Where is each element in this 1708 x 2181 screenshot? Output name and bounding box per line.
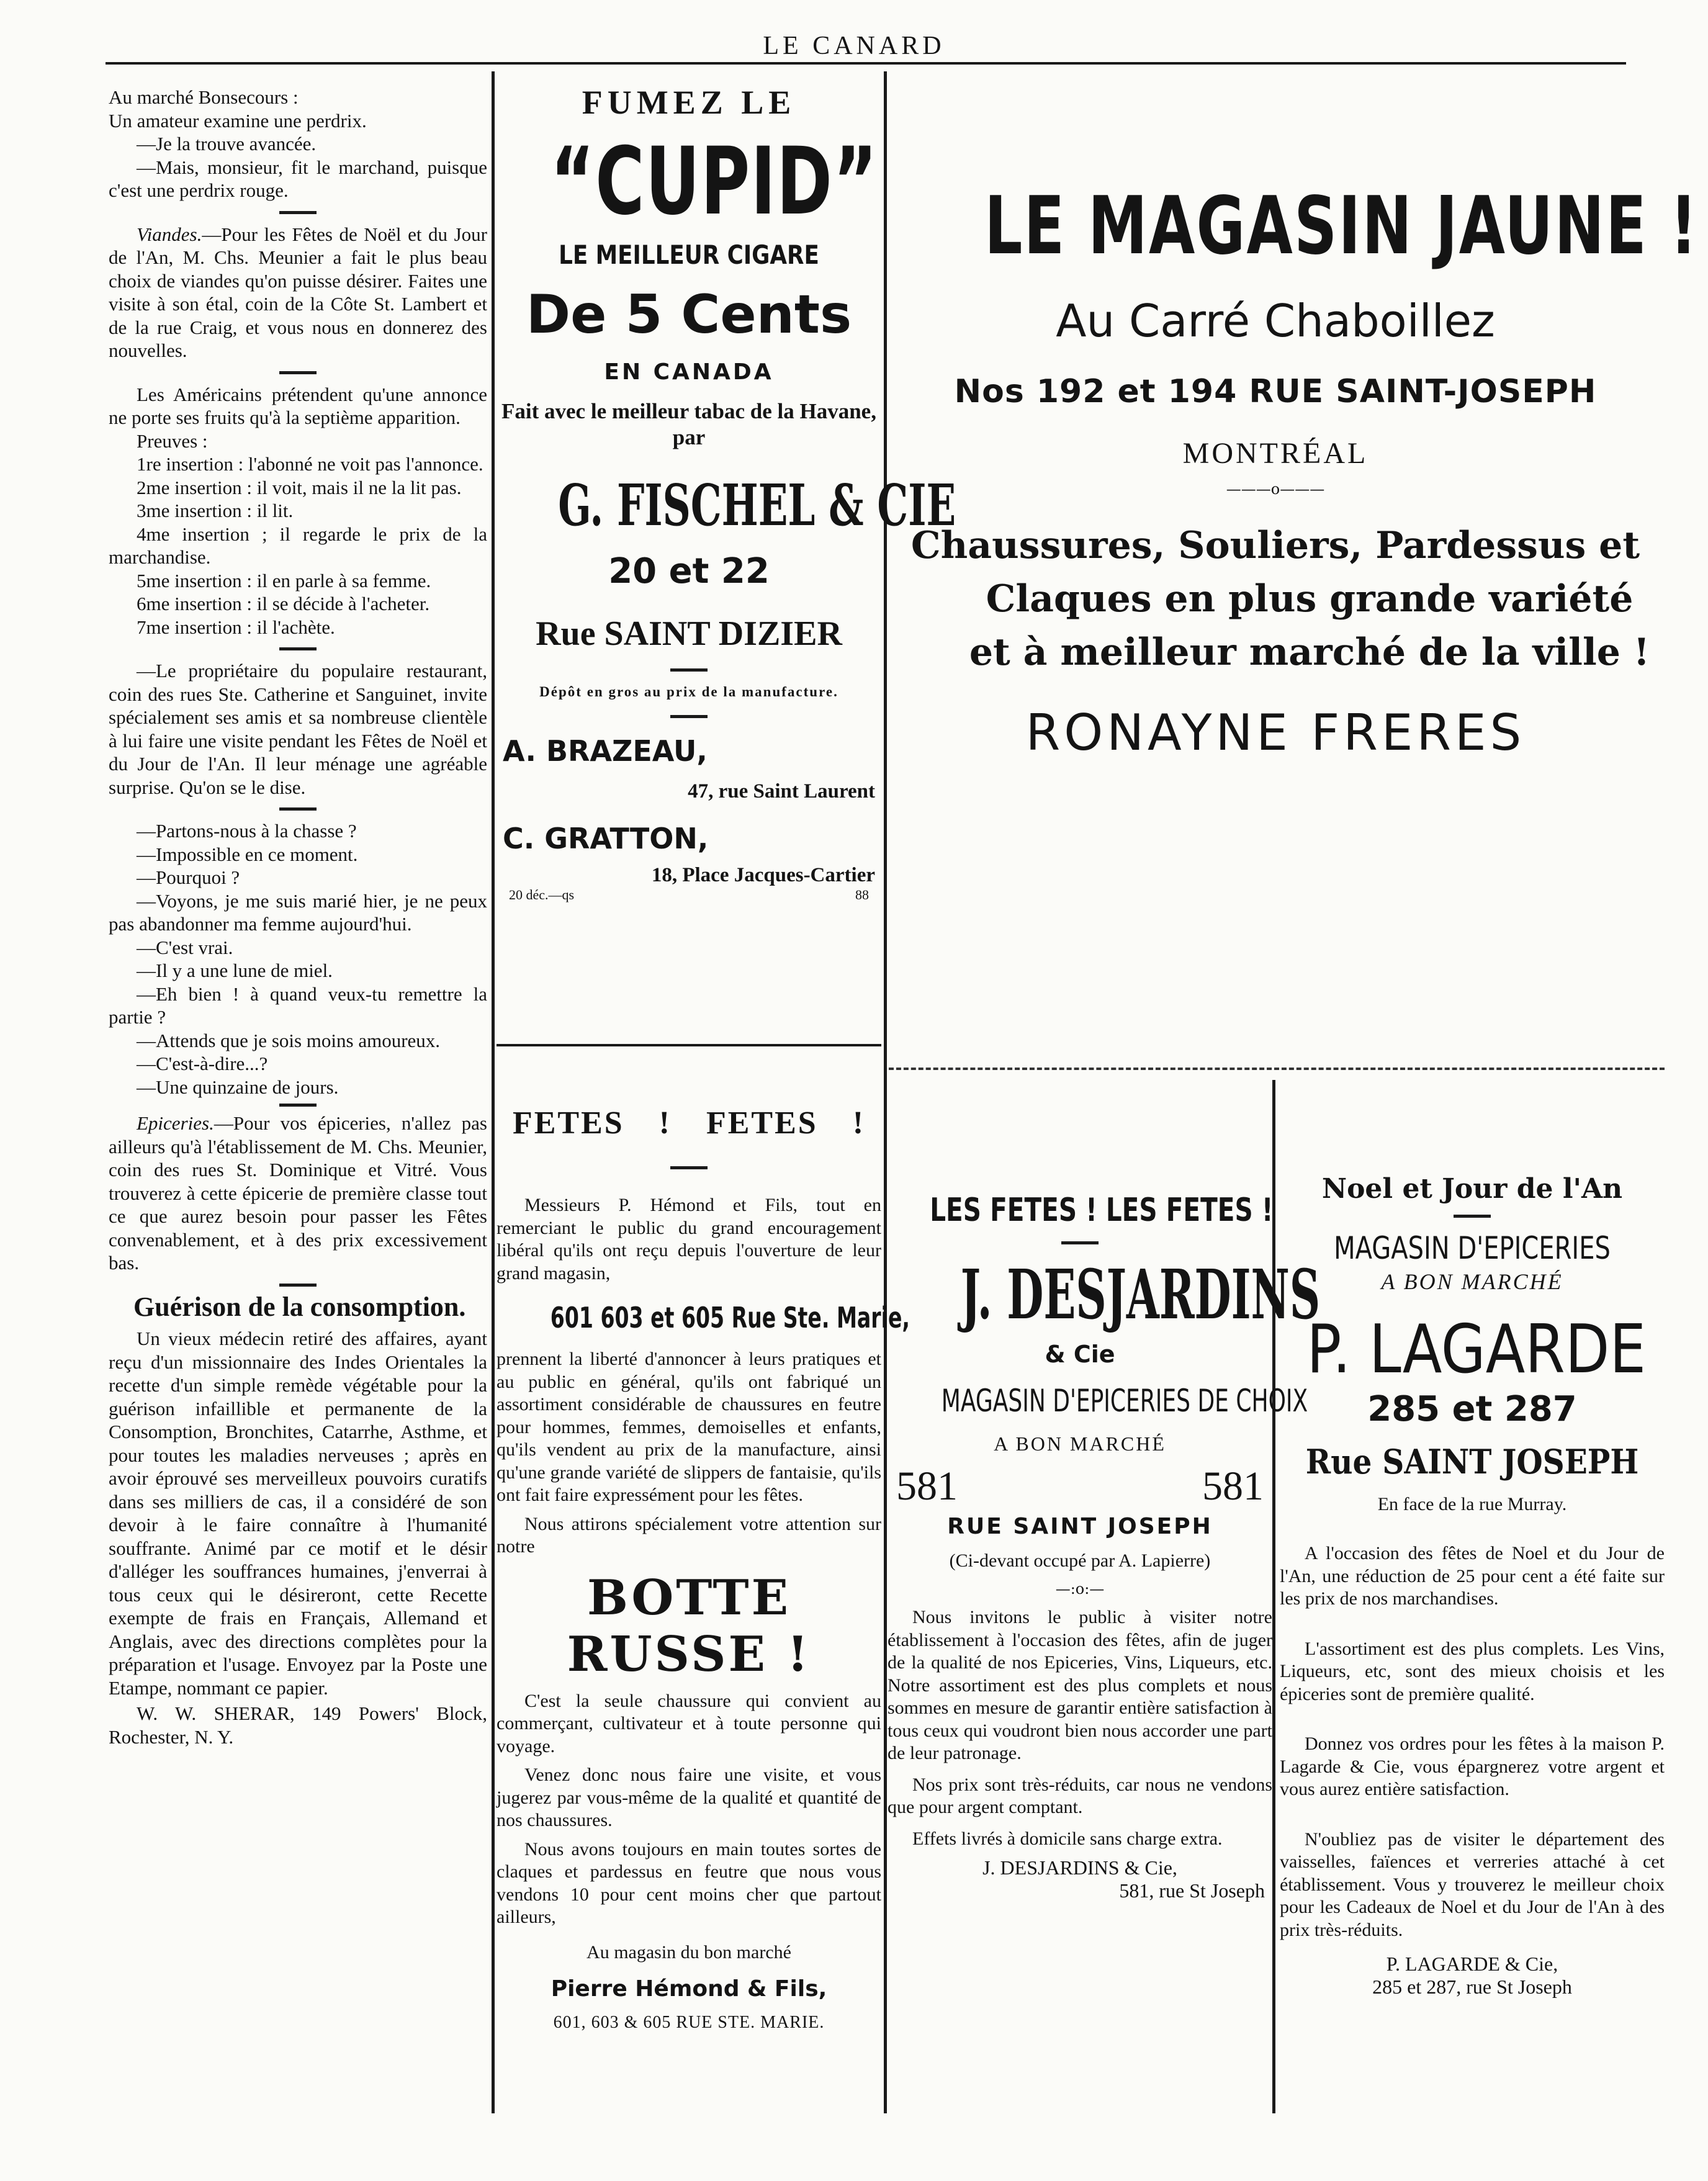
botte-russe: BOTTE RUSSE ! bbox=[567, 1569, 811, 1683]
perdrix-line: —Mais, monsieur, fit le marchand, puisque c'est une perdrix rouge. bbox=[109, 156, 487, 201]
lagarde-signature-address: 285 et 287, rue St Joseph bbox=[1372, 1976, 1572, 1998]
desjardins-name: J. DESJARDINS bbox=[960, 1254, 1321, 1334]
dialogue-line: —Une quinzaine de jours. bbox=[137, 1076, 339, 1098]
desjardins-heading: LES FETES ! LES FETES ! bbox=[930, 1192, 1274, 1229]
ornament: ———o——— bbox=[1226, 480, 1325, 498]
dialogue-line: —C'est vrai. bbox=[137, 936, 233, 958]
dialogue-line: —Impossible en ce moment. bbox=[137, 843, 358, 865]
cupid-cigar-ad bbox=[497, 81, 956, 903]
fait-avec: Fait avec le meilleur tabac de la Havane, par bbox=[501, 399, 876, 449]
hemond-signature-address: 601, 603 & 605 RUE STE. MARIE. bbox=[553, 2013, 825, 2032]
desjardins-magasin: MAGASIN D'EPICERIES DE CHOIX bbox=[941, 1383, 1308, 1419]
separator bbox=[670, 668, 708, 672]
proprietaire-paragraph: —Le propriétaire du populaire restaurant, coin des rues Ste. Catherine et Sanguinet, invite spécialement ses amis et sa nombreuse clientèle à lui faire une visite pendant les Fêtes de Noël et du Jour de l'An. Il leur ménage une agréable surprise. Qu'on se le dise. bbox=[109, 660, 487, 798]
separator bbox=[279, 807, 317, 811]
dealer-2-address: 18, Place Jacques-Cartier bbox=[651, 864, 875, 886]
desjardins-signature-address: 581, rue St Joseph bbox=[1119, 1879, 1265, 1902]
desjardins-body-1: Nous invitons le public à visiter notre établissement à l'occasion des fêtes, afin de juger de la qualité de nos Epiceries, Vins, Liqueurs, etc. Notre assortiment est des plus complets et nous sommes en mesure de garantir entière satisfaction à tous ceux qui voudront bien nous accorder une part de leur patronage. bbox=[888, 1607, 1272, 1763]
dialogue-line: —Voyons, je me suis marié hier, je ne peux pas abandonner ma femme aujourd'hui. bbox=[109, 889, 487, 935]
magasin-jaune-ad bbox=[888, 180, 1699, 762]
separator bbox=[670, 715, 708, 718]
jaune-title: LE MAGASIN JAUNE ! bbox=[984, 180, 1699, 272]
hemond-body-2: Nous attirons spécialement votre attention sur notre bbox=[497, 1513, 881, 1557]
ornament: —:o:— bbox=[1055, 1580, 1105, 1598]
footer-number: 88 bbox=[855, 887, 869, 902]
dealer-2: C. GRATTON, bbox=[503, 822, 709, 855]
jaune-owner: RONAYNE FRERES bbox=[1025, 704, 1526, 762]
hemond-body-6: Au magasin du bon marché bbox=[587, 1941, 791, 1963]
preuves-line: 1re insertion : l'abonné ne voit pas l'annonce. bbox=[137, 453, 483, 475]
column-rule-1 bbox=[492, 71, 495, 2113]
perdrix-line: Un amateur examine une perdrix. bbox=[109, 109, 367, 132]
lagarde-street: Rue SAINT JOSEPH bbox=[1305, 1442, 1639, 1482]
masthead: LE CANARD bbox=[763, 32, 945, 60]
epiceries-label: Epiceries. bbox=[137, 1112, 214, 1134]
cupid-bottom-rule bbox=[497, 1044, 881, 1046]
viandes-paragraph bbox=[109, 223, 487, 362]
lagarde-signature: P. LAGARDE & Cie, bbox=[1386, 1953, 1558, 1975]
hemond-body-1: prennent la liberté d'annoncer à leurs pratiques et au public en général, qu'ils ont fabriqué un assortiment considérable de chaussures en feutre pour hommes, femmes, demoiselles et enfants, qu'ils vendent au prix de la manufacture, ainsi qu'une grande variété de slippers de fantaisie, qu'ils ont fait faire expressément pour les fêtes. bbox=[497, 1349, 881, 1505]
dialogue-line: —Eh bien ! à quand veux-tu remettre la partie ? bbox=[109, 983, 487, 1028]
footer-date: 20 déc.—qs bbox=[509, 887, 575, 902]
epiceries-text: —Pour vos épiceries, n'allez pas ailleurs qu'à l'établissement de M. Chs. Meunier, coin des rues St. Dominique et Vitré. Vous trouverez à cette épicerie de première classe tout ce que aurez besoin pour passer les Fêtes convenablement, et à des prix excessivement bas. bbox=[109, 1112, 487, 1274]
perdrix-line: Au marché Bonsecours : bbox=[109, 86, 299, 108]
maker-numbers: 20 et 22 bbox=[608, 551, 770, 591]
perdrix-line: —Je la trouve avancée. bbox=[137, 133, 317, 155]
lagarde-bon-marche: A BON MARCHÉ bbox=[1381, 1269, 1563, 1294]
guerison-heading: Guérison de la consomption. bbox=[133, 1291, 466, 1322]
hemond-intro: Messieurs P. Hémond et Fils, tout en remerciant le public du grand encouragement libéral qu'ils ont reçu depuis l'ouverture de leur grand magasin, bbox=[497, 1195, 881, 1284]
desjardins-street: RUE SAINT JOSEPH bbox=[947, 1514, 1213, 1539]
hemond-body-5: Nous avons toujours en main toutes sortes de claques et pardessus en feutre que nous vous vendons 10 pour cent moins cher que partout ailleurs, bbox=[497, 1838, 881, 1927]
separator bbox=[279, 647, 317, 650]
price-line: De 5 Cents bbox=[526, 284, 852, 346]
dialogue-line: —Il y a une lune de miel. bbox=[137, 960, 333, 981]
meilleur-cigare: LE MEILLEUR CIGARE bbox=[559, 240, 819, 270]
preuves-line: 3me insertion : il lit. bbox=[137, 500, 294, 521]
preuves-line: 7me insertion : il l'achète. bbox=[137, 616, 335, 638]
preuves-line: Preuves : bbox=[137, 429, 208, 452]
desjardins-body-3: Effets livrés à domicile sans charge extra. bbox=[912, 1828, 1223, 1849]
cupid-brand: “CUPID” bbox=[550, 128, 878, 236]
hemond-address: 601 603 et 605 Rue Ste. Marie, bbox=[550, 1301, 910, 1334]
header-rule bbox=[106, 62, 1626, 65]
column-rule-3 bbox=[1272, 1080, 1275, 2113]
desjardins-ad bbox=[888, 1192, 1321, 1902]
lagarde-ad bbox=[1280, 1173, 1665, 1999]
separator bbox=[279, 1284, 317, 1287]
hemond-ad bbox=[497, 1105, 910, 2033]
lagarde-body-1: A l'occasion des fêtes de Noel et du Jour de l'An, une réduction de 25 pour cent a été faite sur les prix de nos marchandises. bbox=[1280, 1543, 1665, 1609]
preuves-line: 2me insertion : il voit, mais il ne la lit pas. bbox=[137, 476, 462, 498]
jaune-line-1: Chaussures, Souliers, Pardessus et bbox=[910, 524, 1640, 567]
hemond-signature: Pierre Hémond & Fils, bbox=[551, 1976, 827, 2002]
column-rule-2 bbox=[884, 71, 887, 2113]
desjardins-signature: J. DESJARDINS & Cie, bbox=[982, 1856, 1177, 1879]
jaune-bottom-rule bbox=[889, 1068, 1665, 1070]
americains-paragraph: Les Américains prétendent qu'une annonce ne porte ses fruits qu'à la septième apparition. bbox=[109, 383, 487, 428]
lagarde-en-face: En face de la rue Murray. bbox=[1377, 1494, 1567, 1514]
separator bbox=[279, 1104, 317, 1107]
lagarde-body-4: N'oubliez pas de visiter le département des vaisselles, faïences et verreries attaché à cet établissement. Vous y trouverez le meilleur choix pour les Cadeaux de Noel et du Jour de l'An à des prix très-réduits. bbox=[1280, 1828, 1665, 1940]
desjardins-bon-marche: A BON MARCHÉ bbox=[994, 1432, 1166, 1455]
jaune-line-3: et à meilleur marché de la ville ! bbox=[969, 631, 1650, 674]
maker-name: G. FISCHEL & CIE bbox=[558, 472, 956, 539]
epiceries-paragraph bbox=[109, 1112, 487, 1275]
viandes-label: Viandes. bbox=[137, 223, 202, 245]
preuves-line: 5me insertion : il en parle à sa femme. bbox=[137, 569, 431, 591]
desjardins-cie: & Cie bbox=[1045, 1341, 1115, 1368]
preuves-line: 4me insertion ; il regarde le prix de la marchandise. bbox=[109, 523, 487, 568]
jaune-city: MONTRÉAL bbox=[1182, 437, 1369, 470]
desjardins-numbers bbox=[888, 1463, 1272, 1510]
separator bbox=[670, 1166, 708, 1169]
separator bbox=[279, 211, 317, 214]
separator bbox=[1454, 1215, 1491, 1218]
guerison-signature: W. W. SHERAR, 149 Powers' Block, Rochester, N. Y. bbox=[109, 1702, 487, 1748]
dealer-1: A. BRAZEAU, bbox=[503, 734, 708, 768]
lagarde-body-3: Donnez vos ordres pour les fêtes à la maison P. Lagarde & Cie, vous épargnerez votre argent et vous aurez entière satisfaction. bbox=[1280, 1734, 1665, 1799]
guerison-paragraph: Un vieux médecin retiré des affaires, ayant reçu d'un missionnaire des Indes Orientales la recette d'un simple remède végétable pour la guérison infaillible et permanente de la Consomption, Bronchites, Catarrhe, Asthme, et pour toutes les maladies nerveuses ; après en avoir éprouvé ses merveilleux pouvoirs curatifs dans ses milliers de cas, il a considéré de son devoir à le faire connaître à l'humanité souffrante. Animé par ce motif et le désir d'alléger les souffrances humaines, j'enverrai à tous ceux qui le désireront, cette Recette exempte de frais en Français, Allemand et Anglais, avec des directions complètes pour la préparation et l'usage. Envoyez par la Poste une Etampe, nommant ce papier. bbox=[109, 1328, 487, 1699]
fumez-heading: FUMEZ LE bbox=[582, 84, 796, 121]
dealer-1-address: 47, rue Saint Laurent bbox=[688, 780, 875, 803]
lagarde-magasin: MAGASIN D'EPICERIES bbox=[1334, 1230, 1611, 1266]
number-left: 581 bbox=[896, 1464, 958, 1509]
news-column bbox=[109, 86, 487, 1748]
dialogue-line: —C'est-à-dire...? bbox=[137, 1053, 268, 1074]
en-canada: EN CANADA bbox=[604, 359, 774, 385]
dialogue-line: —Attends que je sois moins amoureux. bbox=[137, 1029, 441, 1051]
separator bbox=[1061, 1241, 1099, 1244]
lagarde-numbers: 285 et 287 bbox=[1367, 1389, 1577, 1429]
depot-line: Dépôt en gros au prix de la manufacture. bbox=[539, 684, 838, 699]
hemond-heading: FETES ! FETES ! bbox=[512, 1105, 866, 1141]
preuves-line: 6me insertion : il se décide à l'acheter. bbox=[137, 593, 430, 614]
lagarde-name: P. LAGARDE bbox=[1306, 1311, 1647, 1388]
lagarde-body-2: L'assortiment est des plus complets. Les Vins, Liqueurs, etc, sont des mieux choisis et les épiceries sont de première qualité. bbox=[1280, 1638, 1665, 1704]
hemond-body-3: C'est la seule chaussure qui convient au commerçant, cultivateur et à toute personne qui voyage. bbox=[497, 1690, 881, 1756]
dialogue-line: —Partons-nous à la chasse ? bbox=[137, 820, 357, 842]
viandes-text: —Pour les Fêtes de Noël et du Jour de l'An, M. Chs. Meunier a fait le plus beau choix de viandes qu'on puisse désirer. Faites une visite à son étal, coin de la Côte St. Lambert et de la rue Craig, et vous nous en donnerez des nouvelles. bbox=[109, 223, 487, 361]
jaune-subtitle: Au Carré Chaboillez bbox=[1056, 295, 1495, 347]
jaune-line-2: Claques en plus grande variété bbox=[986, 577, 1634, 621]
separator bbox=[279, 371, 317, 374]
cupid-footer bbox=[497, 887, 881, 903]
maker-street: Rue SAINT DIZIER bbox=[536, 614, 842, 653]
dialogue-line: —Pourquoi ? bbox=[137, 866, 240, 888]
desjardins-ci-devant: (Ci-devant occupé par A. Lapierre) bbox=[949, 1550, 1211, 1571]
jaune-address: Nos 192 et 194 RUE SAINT-JOSEPH bbox=[954, 373, 1597, 410]
desjardins-body-2: Nos prix sont très-réduits, car nous ne vendons que pour argent comptant. bbox=[888, 1774, 1272, 1817]
lagarde-heading: Noel et Jour de l'An bbox=[1321, 1173, 1623, 1205]
hemond-body-4: Venez donc nous faire une visite, et vous jugerez par vous-même de la qualité et quantité de nos chaussures. bbox=[497, 1765, 881, 1830]
number-right: 581 bbox=[1202, 1464, 1264, 1509]
